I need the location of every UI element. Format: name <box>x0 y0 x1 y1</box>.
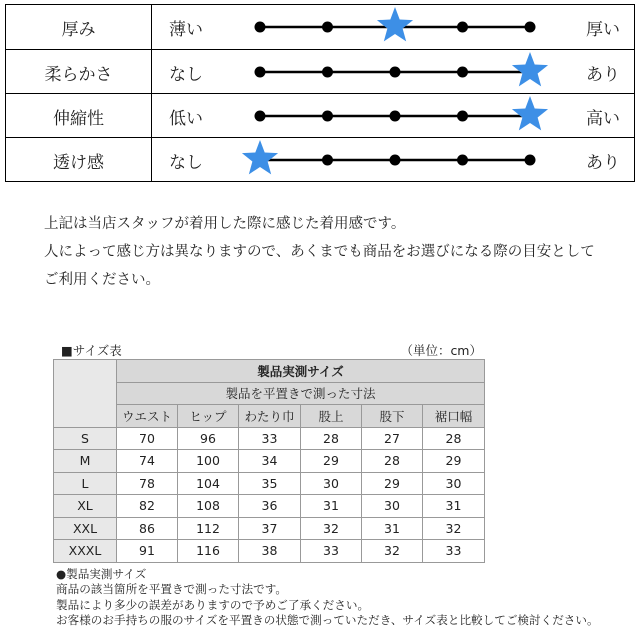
size-value: 29 <box>423 450 485 473</box>
size-column-header: ヒップ <box>178 405 239 428</box>
size-column-header: 股下 <box>362 405 423 428</box>
size-column-header: ウエスト <box>117 405 178 428</box>
size-value: 38 <box>239 540 301 563</box>
size-footnotes <box>56 567 599 628</box>
size-column-header: わたり巾 <box>239 405 301 428</box>
size-row <box>54 517 485 540</box>
size-value: 28 <box>423 427 485 450</box>
size-label: M <box>54 450 117 473</box>
size-value: 30 <box>423 472 485 495</box>
size-value: 33 <box>301 540 362 563</box>
size-row <box>54 427 485 450</box>
rating-scale <box>254 94 536 138</box>
rating-right-label: あり <box>586 64 620 85</box>
rating-scale <box>254 138 536 182</box>
size-value: 28 <box>301 427 362 450</box>
rating-label: 厚み <box>6 5 152 49</box>
rating-row-stretch <box>6 93 634 138</box>
size-value: 74 <box>117 450 178 473</box>
scale-dot <box>390 111 401 122</box>
star-icon <box>242 140 278 174</box>
size-value: 78 <box>117 472 178 495</box>
rating-scale <box>254 5 536 49</box>
size-value: 70 <box>117 427 178 450</box>
size-value: 30 <box>301 472 362 495</box>
size-value: 108 <box>178 495 239 518</box>
size-column-header: 股上 <box>301 405 362 428</box>
rating-left-label: 薄い <box>169 19 203 40</box>
scale-dot <box>525 155 536 166</box>
size-header-sub: 製品を平置きで測った寸法 <box>117 382 485 405</box>
scale-dot <box>457 111 468 122</box>
size-chart-unit: （単位：cm） <box>400 343 482 358</box>
footnote-line: 製品により多少の誤差がありますので予めご了承ください。 <box>56 597 370 612</box>
size-value: 82 <box>117 495 178 518</box>
rating-row-thickness <box>6 5 634 49</box>
size-value: 86 <box>117 517 178 540</box>
scale-dot <box>255 67 266 78</box>
scale-dot <box>322 111 333 122</box>
rating-scale <box>254 50 536 94</box>
star-icon <box>377 7 413 41</box>
note-line: ご利用ください。 <box>44 272 160 288</box>
scale-dot <box>457 67 468 78</box>
rating-row-sheerness <box>6 137 634 182</box>
footnote-line: 商品の該当箇所を平置きで測った寸法です。 <box>56 582 287 597</box>
star-icon <box>512 52 548 86</box>
size-chart-table <box>53 359 485 563</box>
scale-dot <box>322 155 333 166</box>
size-value: 32 <box>362 540 423 563</box>
scale-dot <box>457 22 468 33</box>
size-value: 28 <box>362 450 423 473</box>
size-value: 29 <box>362 472 423 495</box>
scale-dot <box>390 67 401 78</box>
size-value: 30 <box>362 495 423 518</box>
size-value: 35 <box>239 472 301 495</box>
size-value: 116 <box>178 540 239 563</box>
size-value: 31 <box>362 517 423 540</box>
scale-dot <box>322 67 333 78</box>
size-label: S <box>54 427 117 450</box>
size-column-header: 裾口幅 <box>423 405 485 428</box>
footnote-line: お客様のお手持ちの服のサイズを平置きの状態で測っていただき、サイズ表と比較してご検討ください。 <box>56 612 599 627</box>
rating-label: 透け感 <box>6 138 152 182</box>
rating-right-label: 厚い <box>586 19 620 40</box>
size-value: 32 <box>301 517 362 540</box>
size-chart-caption: ■サイズ表 <box>61 343 122 358</box>
scale-dot <box>525 22 536 33</box>
size-header-main: 製品実測サイズ <box>117 360 485 383</box>
size-value: 31 <box>423 495 485 518</box>
size-header-corner <box>54 360 117 428</box>
size-value: 31 <box>301 495 362 518</box>
size-row <box>54 540 485 563</box>
size-value: 36 <box>239 495 301 518</box>
rating-label: 柔らかさ <box>6 50 152 94</box>
feel-rating-table <box>5 4 635 182</box>
size-value: 100 <box>178 450 239 473</box>
rating-left-label: なし <box>169 152 203 173</box>
rating-row-softness <box>6 49 634 94</box>
rating-left-label: 低い <box>169 108 203 129</box>
rating-right-label: 高い <box>586 108 620 129</box>
size-value: 96 <box>178 427 239 450</box>
scale-dot <box>255 111 266 122</box>
note-line: 上記は当店スタッフが着用した際に感じた着用感です。 <box>44 216 406 232</box>
fit-notes <box>44 210 595 294</box>
note-line: 人によって感じ方は異なりますので、あくまでも商品をお選びになる際の目安として <box>44 244 595 260</box>
size-value: 33 <box>423 540 485 563</box>
size-value: 37 <box>239 517 301 540</box>
size-value: 112 <box>178 517 239 540</box>
size-value: 34 <box>239 450 301 473</box>
rating-right-label: あり <box>586 152 620 173</box>
scale-dot <box>255 22 266 33</box>
scale-dot <box>322 22 333 33</box>
star-icon <box>512 96 548 130</box>
size-label: L <box>54 472 117 495</box>
scale-dot <box>457 155 468 166</box>
size-value: 33 <box>239 427 301 450</box>
rating-label: 伸縮性 <box>6 94 152 138</box>
size-value: 104 <box>178 472 239 495</box>
scale-dot <box>390 155 401 166</box>
footnote-line: ●製品実測サイズ <box>56 567 147 581</box>
size-row <box>54 450 485 473</box>
size-value: 29 <box>301 450 362 473</box>
size-value: 27 <box>362 427 423 450</box>
rating-left-label: なし <box>169 64 203 85</box>
size-label: XXXL <box>54 540 117 563</box>
size-value: 91 <box>117 540 178 563</box>
size-label: XL <box>54 495 117 518</box>
size-row <box>54 472 485 495</box>
size-value: 32 <box>423 517 485 540</box>
size-row <box>54 495 485 518</box>
size-label: XXL <box>54 517 117 540</box>
